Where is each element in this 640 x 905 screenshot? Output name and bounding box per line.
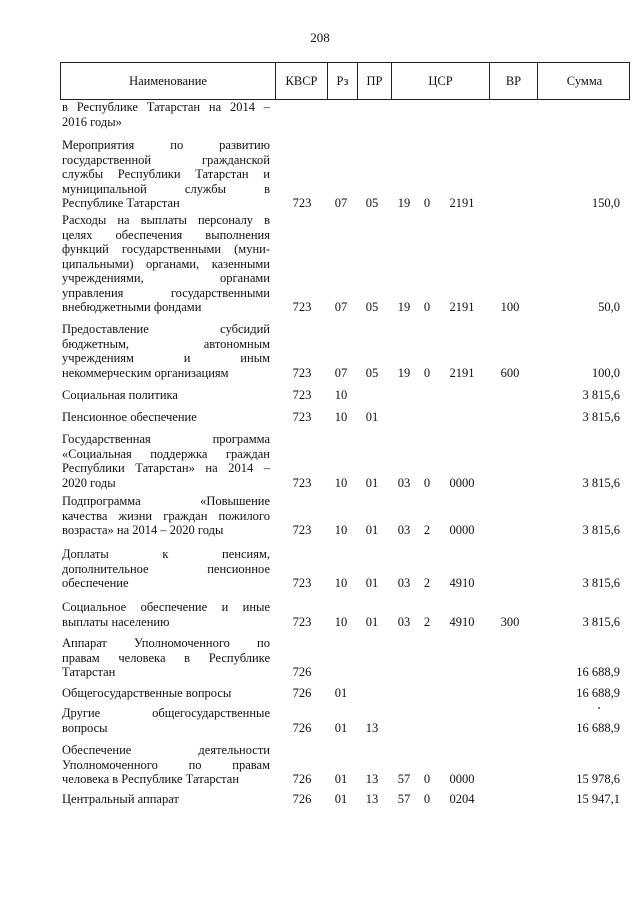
cell-kvsr: 723 bbox=[292, 300, 312, 314]
row-name-line: обеспечение bbox=[62, 576, 129, 590]
cell-c2: 2 bbox=[423, 614, 431, 629]
table-row bbox=[60, 432, 630, 490]
table-row bbox=[60, 686, 630, 701]
table-row bbox=[60, 792, 630, 807]
cell-kvsr: 723 bbox=[292, 196, 312, 210]
row-name bbox=[62, 743, 270, 787]
row-name bbox=[62, 432, 270, 490]
row-name-line: качества жизни граждан пожилого bbox=[62, 508, 270, 523]
row-name-line: Мероприятия по развитию bbox=[62, 138, 270, 152]
row-name bbox=[62, 213, 270, 315]
row-name-line: правам человека в Республике bbox=[62, 650, 270, 665]
cell-kvsr: 726 bbox=[292, 665, 312, 679]
row-name-line: целях обеспечения выполнения bbox=[62, 227, 270, 242]
row-name-line: Расходы на выплаты персоналу в bbox=[62, 213, 270, 227]
table-row bbox=[60, 138, 630, 211]
row-name-line: Центральный аппарат bbox=[62, 792, 179, 806]
row-name-line: Республики Татарстан» на 2014 – bbox=[62, 461, 270, 475]
cell-c2: 0 bbox=[423, 365, 431, 380]
row-name bbox=[62, 388, 270, 403]
cell-kvsr: 726 bbox=[292, 792, 312, 806]
cell-kvsr: 723 bbox=[292, 614, 312, 629]
cell-c1: 57 bbox=[397, 772, 411, 786]
cell-pr: 05 bbox=[365, 365, 379, 380]
cell-c3: 0204 bbox=[449, 792, 475, 806]
cell-kvsr: 723 bbox=[292, 576, 312, 590]
cell-sum: 100,0 bbox=[591, 365, 620, 380]
cell-pr: 01 bbox=[365, 523, 379, 537]
cell-rz: 01 bbox=[334, 686, 348, 700]
cell-sum: 3 815,6 bbox=[582, 475, 620, 490]
row-name-line: выплаты населению bbox=[62, 614, 170, 629]
row-name-line: некоммерческим организациям bbox=[62, 365, 229, 380]
cell-pr: 01 bbox=[365, 576, 379, 590]
row-name bbox=[62, 322, 270, 380]
row-name-line: Подпрограмма «Повышение bbox=[62, 494, 270, 508]
cell-c3: 0000 bbox=[449, 475, 475, 490]
row-name-line: Предоставление субсидий bbox=[62, 322, 270, 336]
header-csr: ЦСР bbox=[391, 63, 489, 99]
page-number: 208 bbox=[310, 30, 330, 45]
cell-kvsr: 723 bbox=[292, 388, 312, 402]
cell-vr: 600 bbox=[500, 365, 520, 380]
row-name bbox=[62, 686, 270, 701]
cell-vr: 100 bbox=[500, 300, 520, 314]
row-name bbox=[62, 547, 270, 591]
cell-sum: 16 688,9 bbox=[576, 686, 620, 700]
cell-rz: 10 bbox=[334, 475, 348, 490]
row-name bbox=[62, 636, 270, 680]
row-name-line: Доплаты к пенсиям, bbox=[62, 547, 270, 561]
cell-sum: 15 978,6 bbox=[576, 772, 620, 786]
row-name-line: Социальное обеспечение и иные bbox=[62, 600, 270, 614]
row-name-line: дополнительное пенсионное bbox=[62, 561, 270, 576]
cell-sum: 16 688,9 bbox=[576, 665, 620, 679]
row-name-line: внебюджетными фондами bbox=[62, 300, 202, 314]
table-row bbox=[60, 213, 630, 315]
row-name-line: человека в Республике Татарстан bbox=[62, 772, 240, 786]
cell-c3: 4910 bbox=[449, 614, 475, 629]
cell-kvsr: 723 bbox=[292, 365, 312, 380]
cell-kvsr: 723 bbox=[292, 410, 312, 424]
table-row bbox=[60, 743, 630, 787]
cell-c3: 2191 bbox=[449, 300, 475, 314]
row-name-line: Государственная программа bbox=[62, 432, 270, 446]
cell-c2: 0 bbox=[423, 772, 431, 786]
cell-sum: 50,0 bbox=[598, 300, 620, 314]
cell-pr: 13 bbox=[365, 720, 379, 735]
row-name-line: службы Республики Татарстан и bbox=[62, 167, 270, 181]
cell-c1: 19 bbox=[397, 300, 411, 314]
row-name bbox=[62, 706, 270, 735]
cell-c1: 03 bbox=[397, 475, 411, 490]
row-name bbox=[62, 138, 270, 211]
cell-kvsr: 723 bbox=[292, 475, 312, 490]
cell-c2: 2 bbox=[423, 523, 431, 537]
cell-sum: 150,0 bbox=[591, 196, 620, 210]
cell-pr: 01 bbox=[365, 475, 379, 490]
row-name bbox=[62, 494, 270, 538]
cell-c2: 2 bbox=[423, 576, 431, 590]
row-name-line: учреждениями, органами bbox=[62, 271, 270, 285]
table-row bbox=[60, 494, 630, 538]
row-name-line: учреждениям и иным bbox=[62, 351, 270, 365]
row-name-line: управления государственными bbox=[62, 285, 270, 300]
row-name bbox=[62, 410, 270, 425]
cell-vr: 300 bbox=[500, 614, 520, 629]
table-header bbox=[60, 62, 630, 100]
row-name-line: ципальными) органами, казенными bbox=[62, 256, 270, 271]
table-row bbox=[60, 100, 630, 129]
header-rz: Рз bbox=[327, 63, 357, 99]
cell-c3: 2191 bbox=[449, 365, 475, 380]
cell-sum: 3 815,6 bbox=[582, 576, 620, 590]
row-name-line: Общегосударственные вопросы bbox=[62, 686, 232, 700]
cell-c3: 2191 bbox=[449, 196, 475, 210]
row-name-line: вопросы bbox=[62, 720, 108, 735]
cell-c3: 0000 bbox=[449, 772, 475, 786]
cell-rz: 01 bbox=[334, 772, 348, 786]
row-name-line: Уполномоченного по правам bbox=[62, 757, 270, 772]
cell-c1: 19 bbox=[397, 196, 411, 210]
header-name: Наименование bbox=[129, 73, 207, 88]
row-name-line: бюджетным, автономным bbox=[62, 336, 270, 351]
cell-sum: 3 815,6 bbox=[582, 388, 620, 402]
header-sum: Сумма bbox=[537, 63, 631, 99]
row-name-line: «Социальная поддержка граждан bbox=[62, 446, 270, 461]
cell-c1: 03 bbox=[397, 576, 411, 590]
cell-c1: 03 bbox=[397, 523, 411, 537]
cell-rz: 07 bbox=[334, 300, 348, 314]
row-name bbox=[62, 600, 270, 629]
cell-rz: 10 bbox=[334, 614, 348, 629]
cell-sum: 16 688,9 bbox=[576, 720, 620, 735]
cell-rz: 10 bbox=[334, 576, 348, 590]
cell-c3: 4910 bbox=[449, 576, 475, 590]
cell-rz: 07 bbox=[334, 365, 348, 380]
cell-c2: 0 bbox=[423, 475, 431, 490]
table-row bbox=[60, 410, 630, 425]
table-row bbox=[60, 636, 630, 680]
row-name-line: функций государственными (муни- bbox=[62, 242, 270, 256]
cell-rz: 10 bbox=[334, 388, 348, 402]
cell-pr: 01 bbox=[365, 410, 379, 424]
table-row bbox=[60, 547, 630, 591]
cell-c3: 0000 bbox=[449, 523, 475, 537]
cell-c2: 0 bbox=[423, 300, 431, 314]
row-name-line: Татарстан bbox=[62, 665, 116, 679]
row-name-line: государственной гражданской bbox=[62, 152, 270, 167]
cell-rz: 07 bbox=[334, 196, 348, 210]
cell-kvsr: 723 bbox=[292, 523, 312, 537]
cell-pr: 05 bbox=[365, 300, 379, 314]
row-name bbox=[62, 792, 270, 807]
cell-c1: 57 bbox=[397, 792, 411, 806]
cell-pr: 13 bbox=[365, 772, 379, 786]
header-vr: ВР bbox=[489, 63, 537, 99]
row-name-line: муниципальной службы в bbox=[62, 181, 270, 196]
header-pr: ПР bbox=[357, 63, 391, 99]
scan-speck bbox=[598, 707, 600, 709]
cell-sum: 15 947,1 bbox=[576, 792, 620, 806]
table-row bbox=[60, 706, 630, 735]
cell-kvsr: 726 bbox=[292, 772, 312, 786]
cell-pr: 01 bbox=[365, 614, 379, 629]
table-row bbox=[60, 388, 630, 403]
row-name bbox=[62, 100, 270, 129]
row-name-line: 2020 годы bbox=[62, 475, 116, 490]
cell-pr: 05 bbox=[365, 196, 379, 210]
cell-c2: 0 bbox=[423, 196, 431, 210]
row-name-line: возраста» на 2014 – 2020 годы bbox=[62, 523, 224, 537]
table-row bbox=[60, 322, 630, 380]
cell-kvsr: 726 bbox=[292, 720, 312, 735]
header-kvsr: КВСР bbox=[275, 63, 327, 99]
row-name-line: в Республике Татарстан на 2014 – bbox=[62, 100, 270, 114]
cell-rz: 01 bbox=[334, 720, 348, 735]
cell-sum: 3 815,6 bbox=[582, 614, 620, 629]
table-row bbox=[60, 600, 630, 629]
row-name-line: Обеспечение деятельности bbox=[62, 743, 270, 757]
cell-pr: 13 bbox=[365, 792, 379, 806]
cell-sum: 3 815,6 bbox=[582, 410, 620, 424]
row-name-line: Аппарат Уполномоченного по bbox=[62, 636, 270, 650]
row-name-line: Социальная политика bbox=[62, 388, 178, 402]
row-name-line: Другие общегосударственные bbox=[62, 706, 270, 720]
cell-c1: 19 bbox=[397, 365, 411, 380]
cell-c2: 0 bbox=[423, 792, 431, 806]
cell-c1: 03 bbox=[397, 614, 411, 629]
row-name-line: Пенсионное обеспечение bbox=[62, 410, 197, 424]
cell-kvsr: 726 bbox=[292, 686, 312, 700]
row-name-line: 2016 годы» bbox=[62, 114, 122, 129]
row-name-line: Республике Татарстан bbox=[62, 196, 180, 210]
cell-rz: 10 bbox=[334, 410, 348, 424]
cell-rz: 10 bbox=[334, 523, 348, 537]
cell-sum: 3 815,6 bbox=[582, 523, 620, 537]
cell-rz: 01 bbox=[334, 792, 348, 806]
